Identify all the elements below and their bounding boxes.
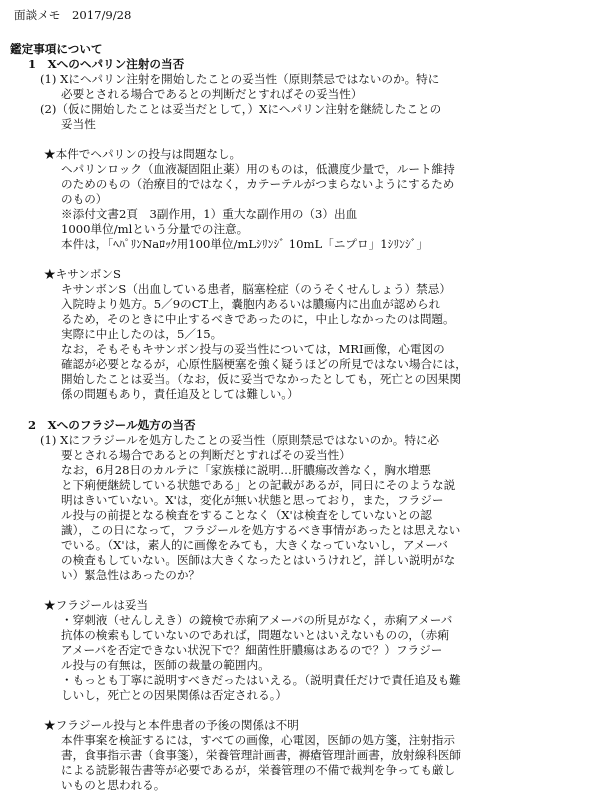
section1-q1-line: (1) Xにヘパリン注射を開始したことの妥当性（原則禁忌ではないのか。特に xyxy=(40,72,440,86)
section2-point2-title: ★フラジール投与と本件患者の予後の関係は不明 xyxy=(44,718,299,732)
section2-point1-line: しいし，死亡との因果関係は否定される。） xyxy=(61,688,288,702)
doc-title: 鑑定事項について xyxy=(10,42,103,56)
section2-q1-line: 識），この日になって，フラジールを処方するべき事情があったとは思えない xyxy=(61,523,461,537)
section2-q1-line: なお，6月28日のカルテに「家族様に説明…肝膿瘍改善なく，胸水増悪 xyxy=(61,463,431,477)
section1-point1-line: ヘパリンロック（血液凝固阻止薬）用のものは，低濃度少量で，ルート維持 xyxy=(61,162,455,176)
section2-point1-line: ・穿刺液（せんしえき）の鏡検で赤痢アメーバの所見がなく，赤痢アメーバ xyxy=(61,613,453,627)
section1-point2-line: キサンボンS（出血している患者，脳塞栓症（のうそくせんしょう）禁忌） xyxy=(61,282,451,296)
section1-point2-title: ★キサンボンS xyxy=(44,267,121,281)
section1-point1-line: 本件は，「ﾍﾊﾟﾘﾝNaﾛｯｸ用100単位/mLｼﾘﾝｼﾞ 10mL「ニプロ」1ｼﾘﾝｼﾞ」 xyxy=(61,237,429,251)
section1-point1-line: のためのもの（治療目的ではなく，カテーテルがつまらないようにするため xyxy=(61,177,455,191)
section2-q1-line: と下痢便継続している状態である」との記載があるが，同日にそのような説 xyxy=(61,478,456,492)
section2-q1-line: 要とされる場合であるとの判断だとすればその妥当性） xyxy=(61,448,351,462)
section1-point2-line: なお，そもそもキサンボン投与の妥当性については，MRI画像，心電図の xyxy=(61,342,445,356)
section1-point2-line: 実際に中止したのは，5／15。 xyxy=(61,327,223,341)
section1-point1-line: 1000単位/mlという分量での注意。 xyxy=(61,222,249,236)
section1-q2-line: 妥当性 xyxy=(61,117,96,131)
section2-point2-line: いものと思われる。 xyxy=(61,778,166,792)
section2-q1-line: でいる。（X'は，素人的に画像をみても，大きくなっていないし，アメーバ xyxy=(61,538,448,552)
memo-header: 面談メモ 2017/9/28 xyxy=(14,8,132,22)
section2-q1-line: (1) Xにフラジールを処方したことの妥当性（原則禁忌ではないのか。特に必 xyxy=(40,433,440,447)
section2-point1-line: ル投与の有無は，医師の裁量の範囲内。 xyxy=(61,658,270,672)
section2-point2-line: 本件事案を検証するには，すべての画像，心電図，医師の処方箋，注射指示 xyxy=(61,733,455,747)
section2-q1-line: 明はきいていない。X'は，変化が無い状態と思っており，また，フラジー xyxy=(61,493,444,507)
section2-point2-line: による読影報告書等が必要であるが，栄養管理の不備で裁判を争っても厳し xyxy=(61,763,456,777)
section1-q1-line: 必要とされる場合であるとの判断だとすればその妥当性） xyxy=(61,87,363,101)
section2-point2-line: 書，食事指示書（食事箋），栄養管理計画書，褥瘡管理計画書，放射線科医師 xyxy=(61,748,461,762)
section2-point1-line: ・もっとも丁寧に説明すべきだったはいえる。（説明責任だけで責任追及も難 xyxy=(61,673,461,687)
section1-point1-title: ★本件でヘパリンの投与は問題なし。 xyxy=(44,147,242,161)
section1-point2-line: 確認が必要となるが，心原性脳梗塞を強く疑うほどの所見ではない場合には， xyxy=(61,357,467,371)
section1-point1-line: ※添付文書2頁 3副作用，1）重大な副作用の（3）出血 xyxy=(61,207,358,221)
section1-point1-line: のもの） xyxy=(61,192,108,206)
section2-point1-line: アメーバを否定できない状況下で？細菌性肝膿瘍はあるので？）フラジー xyxy=(61,643,443,657)
section2-point1-line: 抗体の検索もしていないのであれば，問題ないとはいえないものの，（赤痢 xyxy=(61,628,449,642)
section2-q1-line: ル投与の前提となる検査をすることなく（X'は検査をしていないとの認 xyxy=(61,508,432,522)
section2-q1-line: い）緊急性はあったのか？ xyxy=(61,568,201,582)
section1-q2-line: (2)（仮に開始したことは妥当だとして，）Xにヘパリン注射を継続したことの xyxy=(40,102,442,116)
section1-point2-line: 入院時より処方。5／9のCT上，嚢胞内あるいは膿瘍内に出血が認められ xyxy=(61,297,441,311)
section2-heading: 2 Xへのフラジール処方の当否 xyxy=(28,418,196,432)
section1-heading: 1 Xへのヘパリン注射の当否 xyxy=(28,57,185,71)
section2-point1-title: ★フラジールは妥当 xyxy=(44,598,149,612)
section1-point2-line: 開始したことは妥当。（なお，仮に妥当でなかったとしても，死亡との因果関 xyxy=(61,372,461,386)
section1-point2-line: 係の問題もあり，責任追及としては難しい。） xyxy=(61,387,299,401)
section2-q1-line: の検査もしていない。医師は大きくなったとはいうけれど，詳しい説明がな xyxy=(61,553,456,567)
section1-point2-line: るため，そのときに中止するべきであったのに，中止しなかったのは問題。 xyxy=(61,312,455,326)
